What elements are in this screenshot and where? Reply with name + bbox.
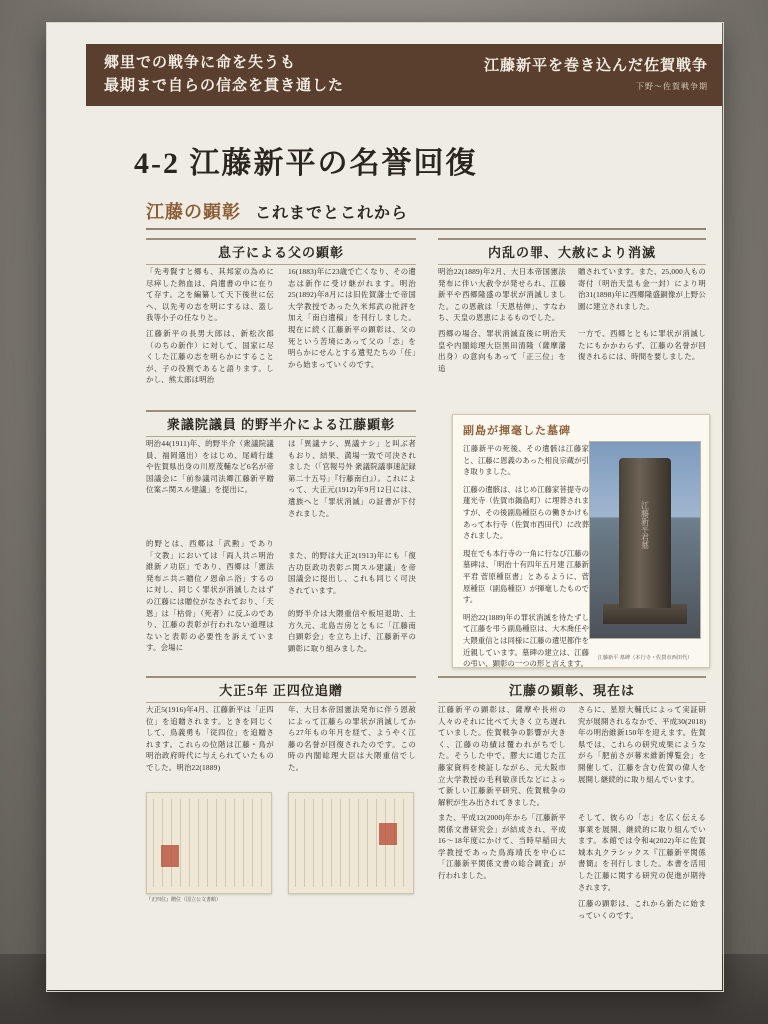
document-image-right — [288, 792, 414, 894]
panel-header — [86, 44, 722, 106]
text-c8a: 年、大日本帝国憲法発布に伴う恩赦によって江藤らの罪状が消滅してから27年もの年月を経て、ようやく江藤の名誉が回復されたのです。この時の内閣総理大臣は大隈重信でした。 — [288, 705, 416, 772]
text-c4b: 一方で、西郷とともに罪状が消滅したにもかかわらず、江藤の名誉が回復されるには、時間を要しました。 — [578, 329, 706, 362]
gravestone-photo — [589, 441, 701, 639]
text-photo-d: 明治22(1889)年の罪状消滅を待たずして江藤を弔う副島種臣は、大木喬任や大隈重信とは同様に江藤の遺児都作を近親しています。墓碑の建立は、江藤の弔い、顕彰の一つの形と言えます。 — [463, 612, 589, 669]
document-image-caption: 『正四位』贈位（国立公文書館） — [146, 898, 222, 903]
text-c1b: 江藤新平の長男大郎は、新松次郎（のちの新作）に対して、国家に尽くした江藤の志を明らかにすることが、子の役割であると語ります。しかし、熊太郎は明治 — [146, 329, 274, 385]
text-c9a: 江藤新平の顕彰は、薩摩や長州の人々のそれに比べて大きく立ち遅れていました。佐賀戦争の影響が大きく、江藤の功績は覆われがちでした。そうした中で、膠大に通じた江藤家資料を検証しながら、元大阪市立大学教授の毛利敏彦氏などによって新しい江藤新平研究、佐賀戦争の解釈が生み出されてきました。 — [438, 705, 566, 807]
rule-r2-left — [146, 410, 416, 412]
text-photo-b: 江藤の遺骸は、はじめ江藤家菩提寺の蓮光寺（佐賀市鍋島町）に埋葬されますが、その後副島種臣らの働きかけもあって本行寺（佐賀市西田代）に改葬されました。 — [463, 484, 589, 541]
section-heading — [146, 198, 706, 230]
text-c5b: 的野とは、西郷は「武勲」であり「文教」においては「両人共ニ明治維新ノ功臣」であり、西郷は「憲法発布ニ共ニ贈位ノ恩命ニ浴」するのに対し、同じく罪状が消滅したはずの江藤には贈位がなされており、「天恩」は「枯骨」（死者）に反ふのであり、江藤の表彰が行われない道理はないと表彰の必要性を訴えています。会場に — [146, 539, 274, 653]
document-image-left — [146, 792, 272, 894]
text-c5a: 明治44(1911)年、的野半介（衆議院議員、福岡選出）をはじめ、尾崎行雄や佐賀県出身の川原茂輔など6名が帝国議会に「前参議司法卿江藤新平贈位案ニ関スル建議」を提出に。 — [146, 439, 274, 495]
header-left-line2: 最期まで自らの信念を貫き通した — [104, 78, 345, 94]
gravestone-card-title: 副島が揮毫した墓碑 — [463, 425, 571, 437]
heading-amnesty: 内乱の罪、大赦により消滅 — [438, 242, 706, 265]
red-seal-left — [161, 845, 179, 867]
text-c2a: 16(1883)年に23歳で亡くなり、その遺志は新作に受け継がれます。明治25(1892)年8月には旧佐賀藩士で帝国大学教授であった久米邦武の批評を加え「南白遺稿」を刊行しました。現在に続く江藤新平の顕彰は、父の死という苦境にあって父の「志」を明らかにせんとする遺児たちの「任」から始まっていくのです。 — [288, 267, 416, 369]
text-c10c: 江藤の顕彰は、これから新たに始まっていくのです。 — [578, 899, 706, 920]
gravestone-card-text — [463, 443, 589, 670]
heading-matano-hansuke: 衆議院議員 的野半介による江藤顕彰 — [146, 414, 416, 437]
page-title: 4-2 江藤新平の名誉回復 — [134, 147, 478, 180]
heading-honors-today: 江藤の顕彰、現在は — [438, 680, 706, 703]
document-ruling-left — [153, 799, 265, 887]
rule-r3-left — [146, 676, 416, 678]
gravestone-feature-card — [452, 414, 710, 668]
text-c6a: は「異議ナシ、異議ナシ」と叫ぶ者もおり、結果、満場一致で可決されました（「官報号外 衆議院議事速記録第二十五号」『行藤南白』）。これによって、大正元(1912)年9月12日には、遺族へと「罪状消滅」の証書が下付されました。 — [288, 439, 416, 518]
heading-son-honors-father: 息子による父の顕彰 — [146, 242, 416, 265]
text-c9b: また、平成12(2000)年から「江藤新平関係文書研究会」が結成され、平成16〜18年度にかけて、当時早稲田大学教授であった鳥海靖氏を中心に「江藤新平関係文書の総合調査」が行われました。 — [438, 813, 566, 880]
rule-r1-right — [438, 238, 706, 240]
heading-taisho5-rank: 大正5年 正四位追贈 — [146, 680, 416, 703]
header-left-line1: 郷里での戦争に命を失うも — [104, 55, 297, 71]
text-photo-a: 江藤新平の死後、その遺骸は江藤家と、江藤に恩義のあった相良宗蔵が引き取りました。 — [463, 444, 589, 477]
text-photo-c: 現在でも本行寺の一角に行なび江藤の墓碑は、「明治十有四年五月建 江藤新平君 菅原種臣書」とあるように、菅原種臣（副島種臣）が揮毫したものです。 — [463, 548, 589, 605]
exhibition-panel — [46, 22, 722, 990]
text-c6c: 的野半介は大隈重信や板垣退助、土方久元、北島吉房とともに「江藤南白顕彰会」を立ち上げ、江藤新平の顕彰に取り組みました。 — [288, 609, 416, 653]
header-left-text — [104, 52, 344, 98]
gravestone-photo-caption: 江藤新平 墓碑（本行寺・佐賀市西田代） — [597, 655, 693, 661]
text-c6b: また、的野は大正2(1913)年にも「復古功臣政功表彰ニ関スル建議」を帝国議会に提出し、これも同じく可決されています。 — [288, 551, 416, 595]
text-c4a: 贈されています。また、25,000人もの寄付（明治天皇も金一封）により明治31(1898)年に西郷隆盛銅像が上野公園に建立されました。 — [578, 267, 706, 311]
section-heading-mark: 江藤の顕彰 — [146, 202, 241, 222]
section-heading-sub: これまでとこれから — [255, 205, 409, 222]
header-right-subtitle: 下野〜佐賀戦争期 — [636, 82, 708, 91]
text-c10a: さらに、星原大輔氏によって実証研究が展開されるなかで、平成30(2018)年の明治維新150年を迎えます。佐賀県では、これらの研究成果にようながら「肥前さが幕末維新博覧会」を開催して、江藤を含む佐賀の偉人を展開し継続的に取り組んでいます。 — [578, 705, 706, 784]
text-c3b: 西郷の場合、罪状消滅直後に明治天皇や内閣総理大臣黒田清隆（薩摩藩出身）の意向もあって「正三位」を追 — [438, 329, 566, 373]
text-c3a: 明治22(1889)年2月、大日本帝国憲法発布に伴い大赦令が発せられ、江藤新平や西郷隆盛の罪状が消滅しました。この恩赦は「天恩枯伸」、すなわち、天皇の恩恵によるものでした。 — [438, 267, 566, 323]
text-c1a: 「先考賢すと郷も、其邦家の為めに尽瘁した熱血は、尚遺書の中に在りて存す。之を編纂して天下後世に伝へ、以先考の志を明にするは、蓋し我等小子の任なりと。 — [146, 267, 274, 323]
text-c7a: 大正5(1916)年4月、江藤新平は「正四位」を追贈されます。ときを同じくして、鳥義勇も「従四位」を追贈されます。これらの位階は江藤・鳥が明治政府時代に与えられていたものでした。明治22(1889) — [146, 705, 274, 772]
gravestone-inscription: 江藤新平君墓 — [640, 501, 650, 549]
header-right-text — [484, 54, 708, 92]
rule-r1-left — [146, 238, 416, 240]
rule-r3-right — [438, 676, 706, 678]
red-seal-right — [379, 823, 397, 845]
header-right-title: 江藤新平を巻き込んだ佐賀戦争 — [483, 58, 708, 74]
text-c10b: そして、彼らの「志」を広く伝える事業を展開、継続的に取り組んでいます。本館では令和4(2022)年に佐賀城本丸クラシックス『江藤新平関係書簡』を刊行しました。本書を活用した江藤に関する研究の促進が期待されます。 — [578, 813, 706, 892]
